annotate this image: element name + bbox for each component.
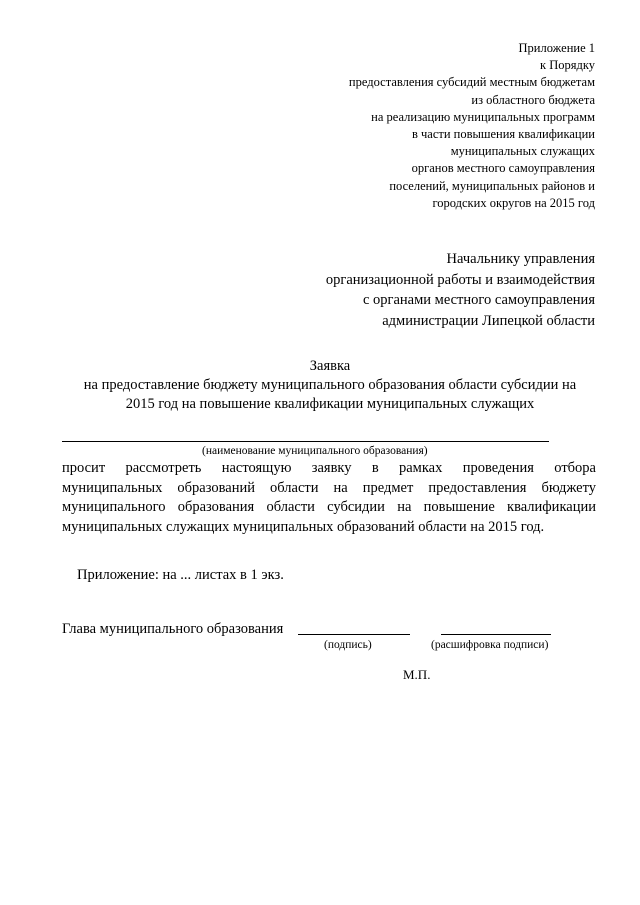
title-line: 2015 год на повышение квалификации муниципальных служащих (125, 396, 535, 412)
signature-label: Глава муниципального образования (62, 621, 284, 637)
body-line: муниципальных служащих муниципальных образований области на 2015 год. (62, 518, 545, 535)
stamp-place: М.П. (403, 667, 431, 682)
addressee-line: администрации Липецкой области (382, 312, 595, 329)
signature-blank-line (298, 634, 410, 635)
attachment-note: Приложение: на ... листах в 1 экз. (77, 567, 284, 583)
signature-decoding-caption: (расшифровка подписи) (431, 639, 549, 651)
appendix-line: городских округов на 2015 год (432, 195, 595, 210)
appendix-header (349, 40, 595, 212)
body-line: муниципального образования области субсидии на повышение квалификации (62, 499, 596, 515)
appendix-line: поселений, муниципальных районов и (389, 178, 595, 193)
appendix-line: муниципальных служащих (450, 144, 595, 159)
appendix-line: органов местного самоуправления (411, 161, 595, 176)
municipality-caption: (наименование муниципального образования) (202, 445, 428, 457)
document-title (40, 357, 620, 414)
request-body (62, 459, 596, 537)
appendix-line: из областного бюджета (471, 92, 595, 107)
municipality-blank-line (62, 441, 549, 442)
signature-caption: (подпись) (324, 639, 372, 651)
addressee-block (326, 249, 595, 331)
addressee-line: организационной работы и взаимодействия (325, 271, 595, 288)
body-line: муниципальных образований области на предмет предоставления бюджету (62, 479, 596, 496)
title-heading: Заявка (309, 358, 351, 374)
appendix-line: в части повышения квалификации (411, 127, 595, 142)
addressee-line: Начальнику управления (446, 251, 595, 267)
addressee-line: с органами местного самоуправления (362, 292, 595, 308)
appendix-line: предоставления субсидий местным бюджетам (348, 75, 595, 90)
signature-decoding-blank-line (441, 634, 551, 635)
appendix-line: Приложение 1 (518, 41, 595, 55)
body-line: просит рассмотреть настоящую заявку в рамках проведения отбора (62, 460, 596, 476)
title-line: на предоставление бюджету муниципального образования области субсидии на (83, 377, 577, 393)
appendix-line: на реализацию муниципальных программ (371, 109, 595, 124)
appendix-line: к Порядку (540, 58, 595, 73)
